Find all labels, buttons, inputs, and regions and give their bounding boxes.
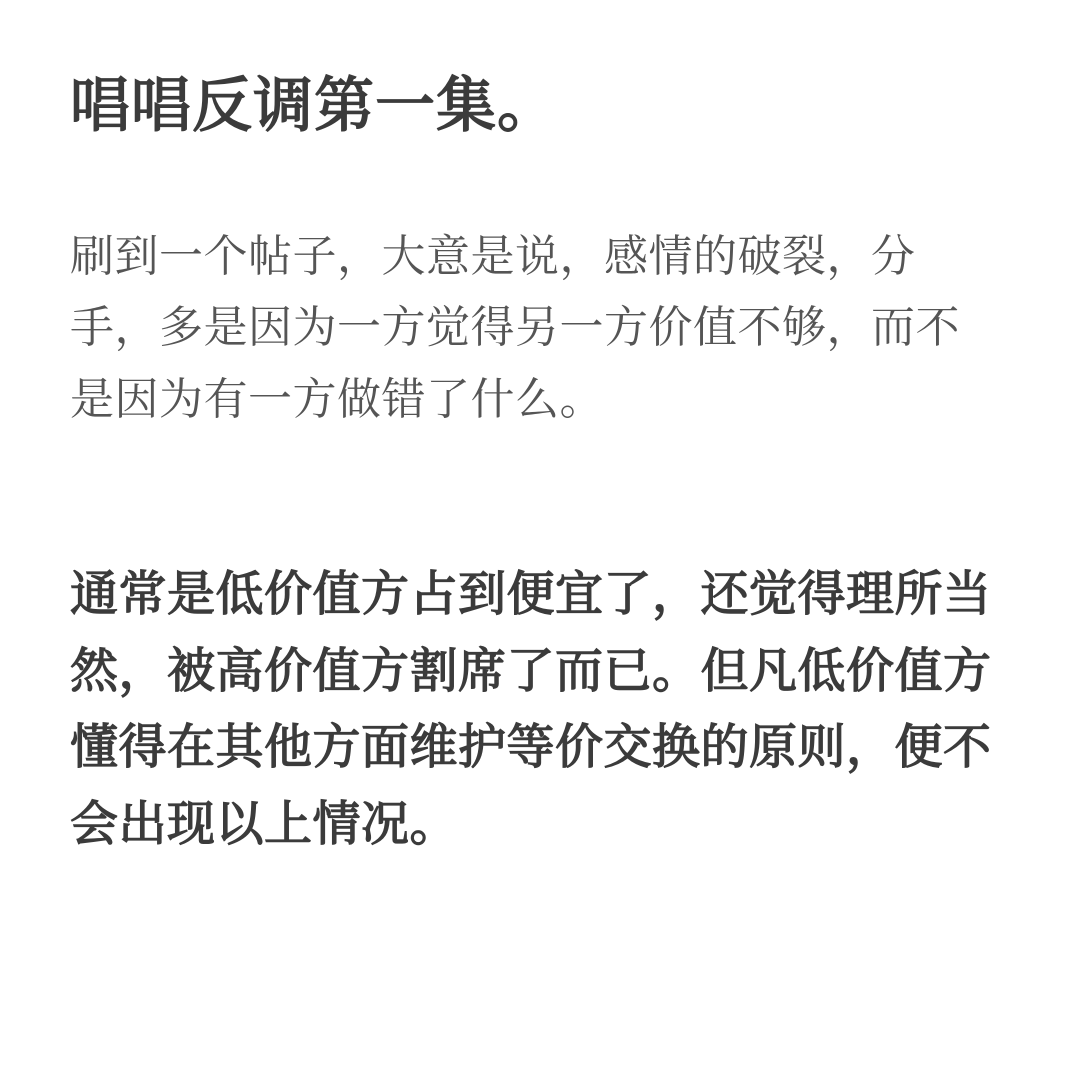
intro-paragraph: 刷到一个帖子，大意是说，感情的破裂，分手，多是因为一方觉得另一方价值不够，而不是因为有一方做错了什么。	[70, 232, 960, 424]
page-title: 唱唱反调第一集。	[70, 72, 558, 139]
emphasis-paragraph: 通常是低价值方占到便宜了，还觉得理所当然，被高价值方割席了而已。但凡低价值方懂得在其他方面维护等价交换的原则，便不会出现以上情况。	[70, 567, 992, 852]
